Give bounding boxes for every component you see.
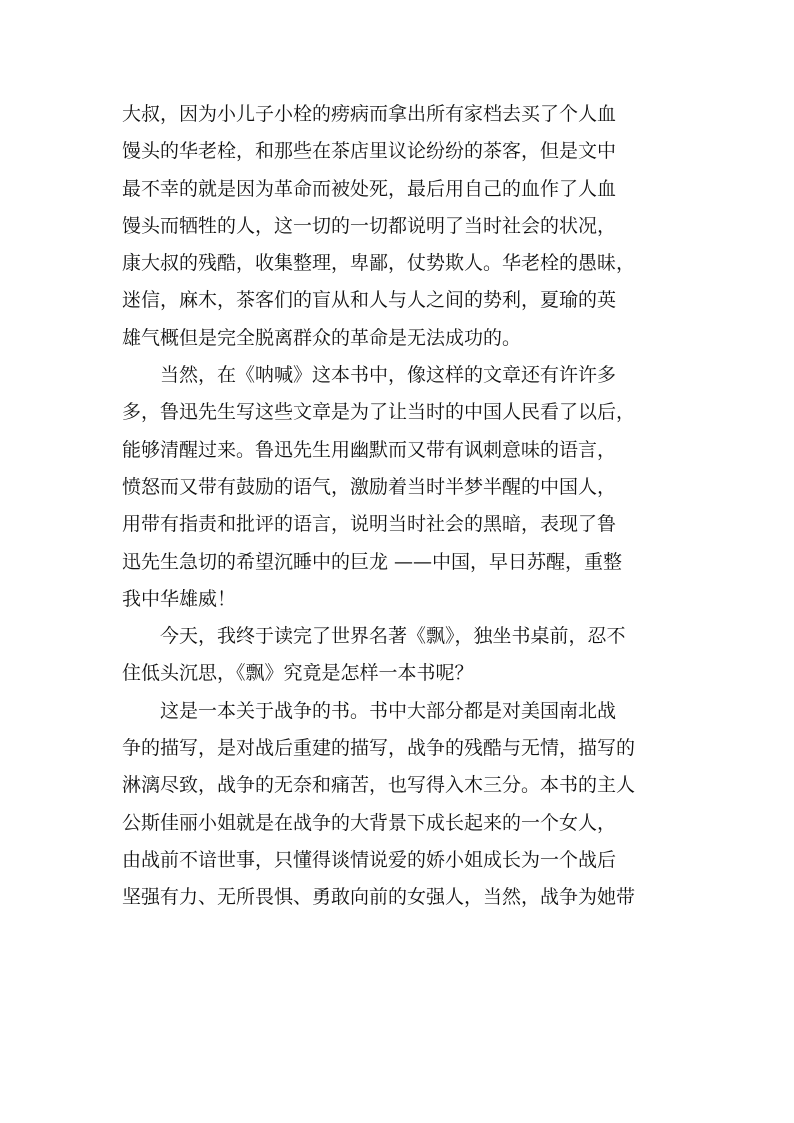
text-line: 多，鲁迅先生写这些文章是为了让当时的中国人民看了以后， [122, 401, 636, 424]
text-line: 由战前不谙世事，只懂得谈情说爱的娇小姐成长为一个战后 [122, 848, 617, 871]
paragraph-first-line: 今天，我终于读完了世界名著《飘》，独坐书桌前，忍不 [160, 625, 626, 648]
text-line: 大叔，因为小儿子小栓的痨病而拿出所有家档去买了个人血 [122, 103, 617, 125]
text-line: 用带有指责和批评的语言，说明当时社会的黑暗，表现了鲁 [122, 513, 617, 536]
text-line: 馒头而牺牲的人，这一切的一切都说明了当时社会的状况， [122, 214, 617, 237]
paragraph-first-line: 当然，在《呐喊》这本书中，像这样的文章还有许许多 [160, 364, 617, 387]
text-line: 争的描写，是对战后重建的描写，战争的残酷与无情，描写的 [122, 737, 636, 760]
body-text [122, 96, 682, 917]
paragraph-first-line: 这是一本关于战争的书。书中大部分都是对美国南北战 [160, 699, 617, 722]
text-line: 能够清醒过来。鲁迅先生用幽默而又带有讽刺意味的语言， [122, 438, 617, 461]
text-line: 我中华雄威！ [122, 587, 237, 610]
text-line: 迅先生急切的希望沉睡中的巨龙 ——中国，早日苏醒，重整 [122, 550, 623, 573]
text-line: 最不幸的就是因为革命而被处死，最后用自己的血作了人血 [122, 177, 617, 200]
text-line: 馒头的华老栓，和那些在茶店里议论纷纷的茶客，但是文中 [122, 140, 617, 163]
text-line: 坚强有力、无所畏惧、勇敢向前的女强人，当然，战争为她带 [122, 886, 636, 909]
text-line: 住低头沉思，《飘》究竟是怎样一本书呢？ [122, 662, 474, 685]
text-line: 淋漓尽致，战争的无奈和痛苦，也写得入木三分。本书的主人 [122, 774, 636, 797]
text-line: 迷信，麻木，茶客们的盲从和人与人之间的势利，夏瑜的英 [122, 289, 617, 312]
text-line: 公斯佳丽小姐就是在战争的大背景下成长起来的一个女人， [122, 811, 617, 834]
text-line: 雄气概但是完全脱离群众的革命是无法成功的。 [122, 326, 522, 349]
text-line: 康大叔的残酷，收集整理，卑鄙，仗势欺人。华老栓的愚昧， [122, 252, 636, 275]
text-line: 愤怒而又带有鼓励的语气，激励着当时半梦半醒的中国人， [122, 475, 617, 498]
